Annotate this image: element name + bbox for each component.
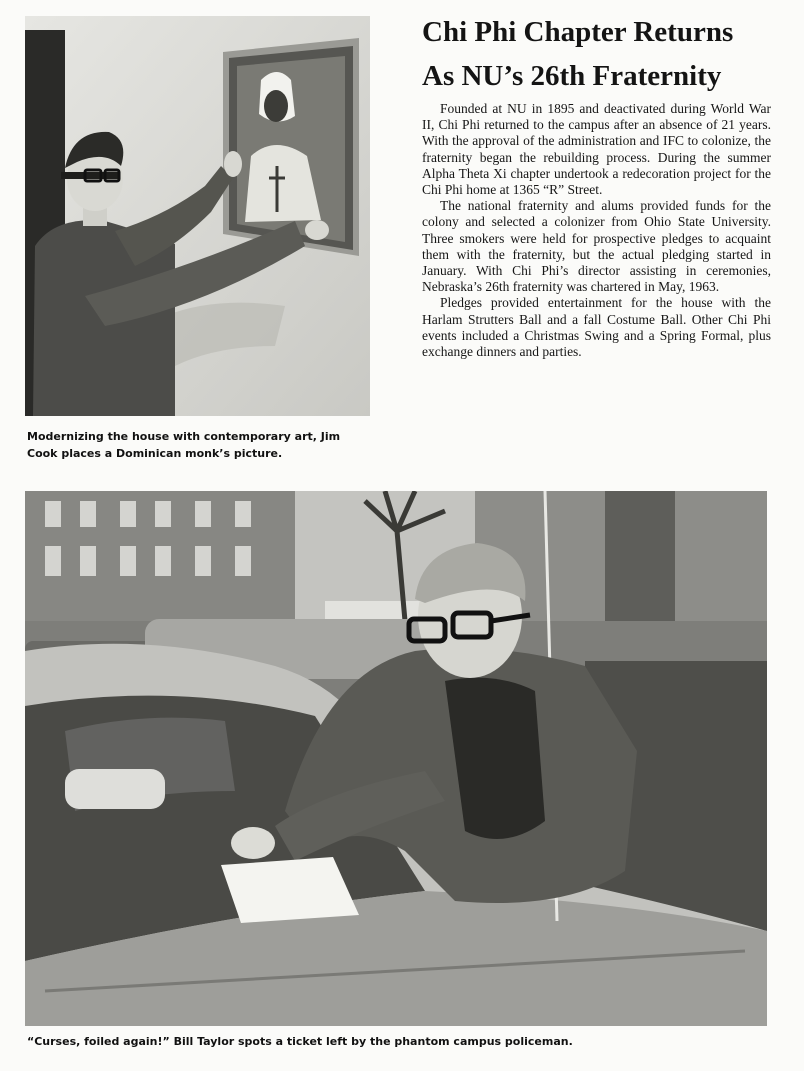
- photo-hanging-painting-image: [25, 16, 370, 416]
- photo-hanging-painting: [25, 16, 370, 416]
- top-photo-caption: Modernizing the house with contemporary art, Jim Cook places a Dominican monk’s picture.: [27, 430, 341, 460]
- article-paragraph-1: Founded at NU in 1895 and deactivated during World War II, Chi Phi returned to the campus after an absence of 21 years. With the approval of the administration and IFC to colonize, the fraternity began the rebuilding process. During the summer Alpha Theta Xi chapter undertook a redecoration project for the Chi Phi home at 1365 “R” Street.: [422, 101, 771, 198]
- photo-parking-ticket-image: [25, 491, 767, 1026]
- headline-line-2: As NU’s 26th Fraternity: [422, 60, 722, 92]
- article-paragraph-2: The national fraternity and alums provided funds for the colony and selected a colonizer from Ohio State University. Three smokers were held for prospective pledges to acquaint them with the fraternity, but the actual pledging started in January. With Chi Phi’s director assisting in ceremonies, Nebraska’s 26th fraternity was chartered in May, 1963.: [422, 198, 771, 295]
- article-paragraph-3: Pledges provided entertainment for the house with the Harlam Strutters Ball and a fall Costume Ball. Other Chi Phi events included a Christmas Swing and a Spring Formal, plus exchange dinners and parties.: [422, 295, 771, 360]
- bottom-photo-caption: “Curses, foiled again!” Bill Taylor spots a ticket left by the phantom campus policeman.: [27, 1035, 573, 1048]
- headline: [422, 10, 778, 98]
- headline-line-1: Chi Phi Chapter Returns: [422, 16, 734, 48]
- photo-parking-ticket: [25, 491, 767, 1026]
- article-body: [422, 101, 771, 360]
